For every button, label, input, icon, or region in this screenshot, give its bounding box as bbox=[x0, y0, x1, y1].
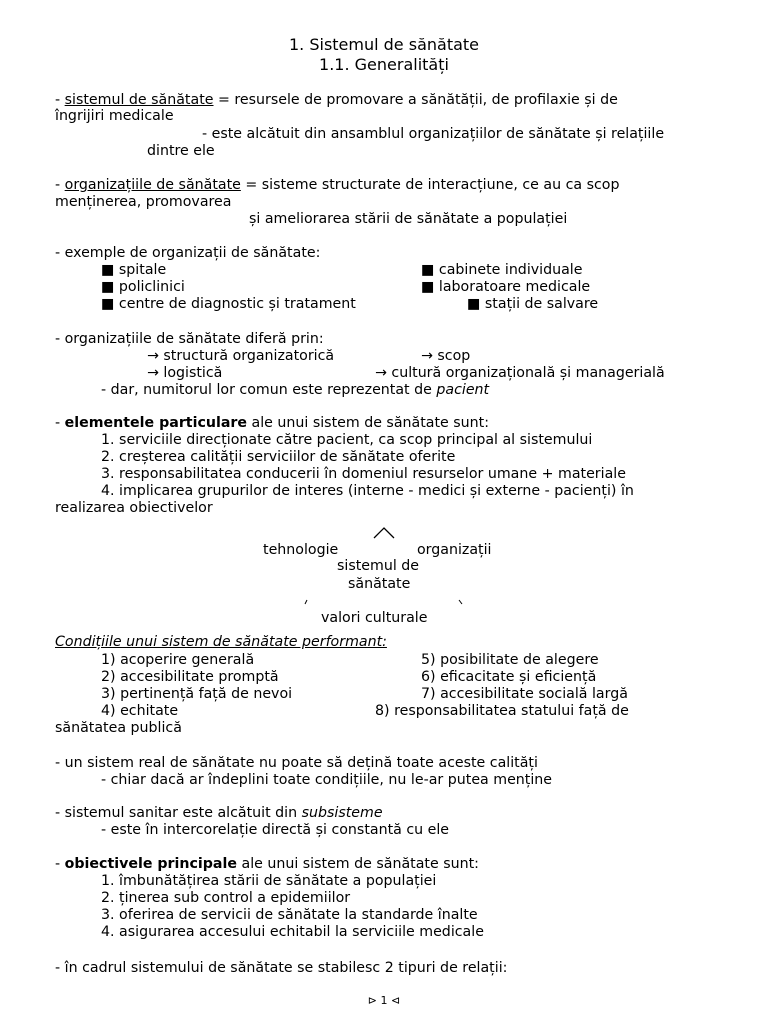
arrow-left-tick bbox=[305, 600, 307, 604]
real-system-line1: - un sistem real de sănătate nu poate să dețină toate aceste calități bbox=[55, 755, 538, 771]
arrow-up-icon bbox=[374, 528, 394, 538]
def-system-line4: dintre ele bbox=[147, 143, 215, 159]
example-item: ■ stații de salvare bbox=[467, 296, 599, 312]
objective-item: 4. asigurarea accesului echitabil la serviciile medicale bbox=[101, 924, 484, 940]
common-text: - dar, numitorul lor comun este reprezentat de bbox=[101, 382, 437, 398]
dash: - bbox=[55, 415, 65, 431]
term-pacient: pacient bbox=[436, 382, 490, 398]
condition-item: 3) pertinență față de nevoi bbox=[101, 686, 293, 702]
dash: - bbox=[55, 92, 65, 108]
page-number: ⊳ 1 ⊲ bbox=[367, 994, 401, 1007]
differ-item: → scop bbox=[421, 348, 471, 364]
def-org-line2: menținerea, promovarea bbox=[55, 194, 232, 210]
element-item: 2. creșterea calității serviciilor de sănătate oferite bbox=[101, 449, 456, 465]
arrow-right-tick bbox=[459, 600, 462, 604]
differ-intro: - organizațiile de sănătate diferă prin: bbox=[55, 331, 324, 347]
term-organizatii: organizațiile de sănătate bbox=[64, 177, 241, 193]
examples-intro: - exemple de organizații de sănătate: bbox=[55, 245, 321, 261]
diagram-center-1: sistemul de bbox=[337, 558, 420, 574]
diagram-label-valori: valori culturale bbox=[321, 610, 428, 626]
differ-item: → logistică bbox=[147, 365, 223, 381]
term-obiective: obiectivele principale bbox=[64, 856, 237, 872]
diagram-center-2: sănătate bbox=[348, 576, 411, 592]
def-org-line3: și ameliorarea stării de sănătate a populației bbox=[249, 211, 568, 227]
objectives-intro bbox=[55, 856, 479, 873]
differ-item: → cultură organizațională și managerială bbox=[375, 365, 665, 381]
elements-intro bbox=[55, 415, 489, 432]
differ-common bbox=[101, 382, 489, 399]
dash: - bbox=[55, 177, 65, 193]
example-item: ■ centre de diagnostic și tratament bbox=[101, 296, 356, 312]
condition-item-cont: sănătatea publică bbox=[55, 720, 182, 736]
example-item: ■ laboratoare medicale bbox=[421, 279, 591, 295]
diagram-label-organizatii: organizații bbox=[417, 542, 492, 558]
diagram-label-tehnologie: tehnologie bbox=[263, 542, 339, 558]
condition-item: 1) acoperire generală bbox=[101, 652, 255, 668]
condition-item: 4) echitate bbox=[101, 703, 179, 719]
subsystems-text: - sistemul sanitar este alcătuit din bbox=[55, 805, 302, 821]
condition-item: 7) accesibilitate socială largă bbox=[421, 686, 628, 702]
elements-text: ale unui sistem de sănătate sunt: bbox=[247, 415, 489, 431]
condition-item: 5) posibilitate de alegere bbox=[421, 652, 599, 668]
subsystems-line2: - este în intercorelație directă și constantă cu ele bbox=[101, 822, 450, 838]
example-item: ■ spitale bbox=[101, 262, 167, 278]
def-system-line1 bbox=[55, 92, 618, 109]
objective-item: 2. ținerea sub control a epidemiilor bbox=[101, 890, 351, 906]
objective-item: 3. oferirea de servicii de sănătate la standarde înalte bbox=[101, 907, 478, 923]
objective-item: 1. îmbunătățirea stării de sănătate a populației bbox=[101, 873, 437, 889]
element-item: 3. responsabilitatea conducerii în domeniul resurselor umane + materiale bbox=[101, 466, 626, 482]
def-org-line1 bbox=[55, 177, 619, 194]
term-elemente: elementele particulare bbox=[64, 415, 248, 431]
condition-item: 8) responsabilitatea statului față de bbox=[375, 703, 629, 719]
conditions-title: Condițiile unui sistem de sănătate performant: bbox=[55, 634, 387, 650]
real-system-line2: - chiar dacă ar îndeplini toate condițiile, nu le-ar putea menține bbox=[101, 772, 553, 788]
subsystems-line1 bbox=[55, 805, 383, 822]
def-system-line3: - este alcătuit din ansamblul organizațiilor de sănătate și relațiile bbox=[202, 126, 665, 142]
example-item: ■ cabinete individuale bbox=[421, 262, 583, 278]
relations-line: - în cadrul sistemului de sănătate se stabilesc 2 tipuri de relații: bbox=[55, 960, 508, 976]
element-item: 4. implicarea grupurilor de interes (interne - medici și externe - pacienți) în bbox=[101, 483, 634, 499]
differ-item: → structură organizatorică bbox=[147, 348, 335, 364]
term-subsisteme: subsisteme bbox=[301, 805, 383, 821]
def-system-line2: îngrijiri medicale bbox=[55, 108, 174, 124]
def-text: = resursele de promovare a sănătății, de profilaxie și de bbox=[213, 92, 618, 108]
condition-item: 2) accesibilitate promptă bbox=[101, 669, 279, 685]
section-title: 1.1. Generalități bbox=[319, 55, 449, 74]
system-diagram bbox=[0, 520, 768, 630]
objectives-text: ale unui sistem de sănătate sunt: bbox=[236, 856, 479, 872]
example-item: ■ policlinici bbox=[101, 279, 185, 295]
def-text: = sisteme structurate de interacțiune, ce au ca scop bbox=[240, 177, 620, 193]
term-sistem: sistemul de sănătate bbox=[64, 92, 214, 108]
page-title: 1. Sistemul de sănătate bbox=[288, 35, 480, 54]
dash: - bbox=[55, 856, 65, 872]
element-item-cont: realizarea obiectivelor bbox=[55, 500, 213, 516]
condition-item: 6) eficacitate și eficiență bbox=[421, 669, 597, 685]
element-item: 1. serviciile direcționate către pacient, ca scop principal al sistemului bbox=[101, 432, 593, 448]
